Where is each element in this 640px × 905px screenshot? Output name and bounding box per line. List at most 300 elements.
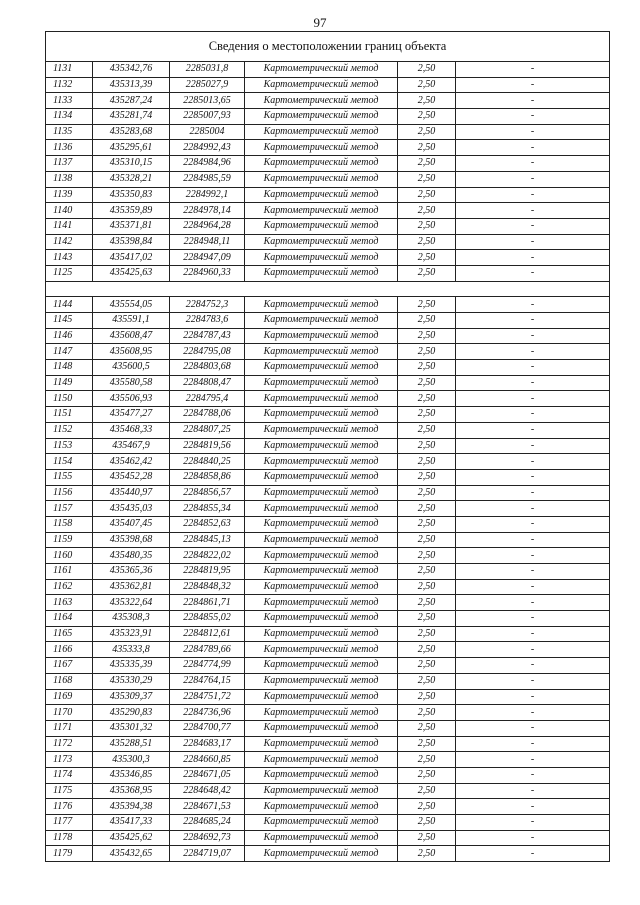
description-cell: - bbox=[456, 595, 610, 611]
point-number-cell: 1134 bbox=[46, 109, 93, 125]
y-coordinate-cell: 2284812,61 bbox=[170, 626, 245, 642]
point-number-cell: 1179 bbox=[46, 846, 93, 862]
point-number-cell: 1154 bbox=[46, 454, 93, 470]
description-cell: - bbox=[456, 124, 610, 140]
method-cell: Картометрический метод bbox=[245, 218, 398, 234]
method-cell: Картометрический метод bbox=[245, 720, 398, 736]
method-cell: Картометрический метод bbox=[245, 438, 398, 454]
x-coordinate-cell: 435608,47 bbox=[93, 328, 170, 344]
point-number-cell: 1155 bbox=[46, 469, 93, 485]
table-row bbox=[46, 689, 610, 705]
method-cell: Картометрический метод bbox=[245, 642, 398, 658]
point-number-cell: 1150 bbox=[46, 391, 93, 407]
accuracy-cell: 2,50 bbox=[398, 501, 456, 517]
table-row bbox=[46, 815, 610, 831]
method-cell: Картометрический метод bbox=[245, 752, 398, 768]
y-coordinate-cell: 2284764,15 bbox=[170, 673, 245, 689]
table-row bbox=[46, 360, 610, 376]
x-coordinate-cell: 435432,65 bbox=[93, 846, 170, 862]
y-coordinate-cell: 2284960,33 bbox=[170, 265, 245, 281]
accuracy-cell: 2,50 bbox=[398, 830, 456, 846]
table-row bbox=[46, 265, 610, 281]
accuracy-cell: 2,50 bbox=[398, 579, 456, 595]
accuracy-cell: 2,50 bbox=[398, 344, 456, 360]
x-coordinate-cell: 435300,3 bbox=[93, 752, 170, 768]
x-coordinate-cell: 435310,15 bbox=[93, 156, 170, 172]
x-coordinate-cell: 435308,3 bbox=[93, 611, 170, 627]
method-cell: Картометрический метод bbox=[245, 705, 398, 721]
description-cell: - bbox=[456, 297, 610, 313]
table-row bbox=[46, 626, 610, 642]
y-coordinate-cell: 2284751,72 bbox=[170, 689, 245, 705]
accuracy-cell: 2,50 bbox=[398, 77, 456, 93]
x-coordinate-cell: 435365,36 bbox=[93, 564, 170, 580]
accuracy-cell: 2,50 bbox=[398, 171, 456, 187]
accuracy-cell: 2,50 bbox=[398, 422, 456, 438]
y-coordinate-cell: 2285004 bbox=[170, 124, 245, 140]
method-cell: Картометрический метод bbox=[245, 516, 398, 532]
method-cell: Картометрический метод bbox=[245, 328, 398, 344]
x-coordinate-cell: 435295,61 bbox=[93, 140, 170, 156]
point-number-cell: 1148 bbox=[46, 360, 93, 376]
table-row bbox=[46, 187, 610, 203]
point-number-cell: 1178 bbox=[46, 830, 93, 846]
accuracy-cell: 2,50 bbox=[398, 313, 456, 329]
description-cell: - bbox=[456, 313, 610, 329]
point-number-cell: 1149 bbox=[46, 375, 93, 391]
description-cell: - bbox=[456, 752, 610, 768]
x-coordinate-cell: 435506,93 bbox=[93, 391, 170, 407]
point-number-cell: 1165 bbox=[46, 626, 93, 642]
point-number-cell: 1139 bbox=[46, 187, 93, 203]
accuracy-cell: 2,50 bbox=[398, 469, 456, 485]
method-cell: Картометрический метод bbox=[245, 187, 398, 203]
x-coordinate-cell: 435467,9 bbox=[93, 438, 170, 454]
method-cell: Картометрический метод bbox=[245, 689, 398, 705]
y-coordinate-cell: 2284856,57 bbox=[170, 485, 245, 501]
description-cell: - bbox=[456, 93, 610, 109]
boundary-table-container bbox=[45, 31, 609, 862]
table-row bbox=[46, 391, 610, 407]
accuracy-cell: 2,50 bbox=[398, 218, 456, 234]
method-cell: Картометрический метод bbox=[245, 250, 398, 266]
description-cell: - bbox=[456, 516, 610, 532]
group-separator-row bbox=[46, 281, 610, 297]
x-coordinate-cell: 435417,02 bbox=[93, 250, 170, 266]
accuracy-cell: 2,50 bbox=[398, 720, 456, 736]
table-title: Сведения о местоположении границ объекта bbox=[46, 32, 610, 62]
method-cell: Картометрический метод bbox=[245, 171, 398, 187]
x-coordinate-cell: 435328,21 bbox=[93, 171, 170, 187]
accuracy-cell: 2,50 bbox=[398, 140, 456, 156]
table-row bbox=[46, 344, 610, 360]
x-coordinate-cell: 435394,38 bbox=[93, 799, 170, 815]
x-coordinate-cell: 435468,33 bbox=[93, 422, 170, 438]
point-number-cell: 1152 bbox=[46, 422, 93, 438]
point-number-cell: 1173 bbox=[46, 752, 93, 768]
y-coordinate-cell: 2284752,3 bbox=[170, 297, 245, 313]
x-coordinate-cell: 435398,84 bbox=[93, 234, 170, 250]
page-number: 97 bbox=[313, 15, 327, 30]
table-row bbox=[46, 532, 610, 548]
table-row bbox=[46, 218, 610, 234]
point-number-cell: 1169 bbox=[46, 689, 93, 705]
accuracy-cell: 2,50 bbox=[398, 328, 456, 344]
point-number-cell: 1156 bbox=[46, 485, 93, 501]
x-coordinate-cell: 435301,32 bbox=[93, 720, 170, 736]
method-cell: Картометрический метод bbox=[245, 469, 398, 485]
x-coordinate-cell: 435346,85 bbox=[93, 767, 170, 783]
accuracy-cell: 2,50 bbox=[398, 783, 456, 799]
x-coordinate-cell: 435287,24 bbox=[93, 93, 170, 109]
x-coordinate-cell: 435313,39 bbox=[93, 77, 170, 93]
point-number-cell: 1168 bbox=[46, 673, 93, 689]
point-number-cell: 1176 bbox=[46, 799, 93, 815]
y-coordinate-cell: 2284964,28 bbox=[170, 218, 245, 234]
description-cell: - bbox=[456, 140, 610, 156]
table-row bbox=[46, 407, 610, 423]
boundary-coordinates-table bbox=[45, 31, 610, 862]
description-cell: - bbox=[456, 501, 610, 517]
y-coordinate-cell: 2284783,6 bbox=[170, 313, 245, 329]
y-coordinate-cell: 2285027,9 bbox=[170, 77, 245, 93]
description-cell: - bbox=[456, 454, 610, 470]
point-number-cell: 1138 bbox=[46, 171, 93, 187]
accuracy-cell: 2,50 bbox=[398, 124, 456, 140]
description-cell: - bbox=[456, 250, 610, 266]
table-row bbox=[46, 516, 610, 532]
description-cell: - bbox=[456, 689, 610, 705]
point-number-cell: 1142 bbox=[46, 234, 93, 250]
x-coordinate-cell: 435281,74 bbox=[93, 109, 170, 125]
x-coordinate-cell: 435452,28 bbox=[93, 469, 170, 485]
accuracy-cell: 2,50 bbox=[398, 297, 456, 313]
table-row bbox=[46, 548, 610, 564]
description-cell: - bbox=[456, 579, 610, 595]
x-coordinate-cell: 435480,35 bbox=[93, 548, 170, 564]
description-cell: - bbox=[456, 611, 610, 627]
method-cell: Картометрический метод bbox=[245, 375, 398, 391]
x-coordinate-cell: 435335,39 bbox=[93, 658, 170, 674]
y-coordinate-cell: 2284858,86 bbox=[170, 469, 245, 485]
description-cell: - bbox=[456, 344, 610, 360]
y-coordinate-cell: 2284789,66 bbox=[170, 642, 245, 658]
point-number-cell: 1131 bbox=[46, 62, 93, 78]
y-coordinate-cell: 2284671,05 bbox=[170, 767, 245, 783]
table-row bbox=[46, 752, 610, 768]
x-coordinate-cell: 435342,76 bbox=[93, 62, 170, 78]
description-cell: - bbox=[456, 156, 610, 172]
description-cell: - bbox=[456, 767, 610, 783]
x-coordinate-cell: 435330,29 bbox=[93, 673, 170, 689]
accuracy-cell: 2,50 bbox=[398, 815, 456, 831]
table-row bbox=[46, 783, 610, 799]
point-number-cell: 1146 bbox=[46, 328, 93, 344]
x-coordinate-cell: 435425,63 bbox=[93, 265, 170, 281]
y-coordinate-cell: 2284787,43 bbox=[170, 328, 245, 344]
point-number-cell: 1135 bbox=[46, 124, 93, 140]
x-coordinate-cell: 435322,64 bbox=[93, 595, 170, 611]
x-coordinate-cell: 435600,5 bbox=[93, 360, 170, 376]
method-cell: Картометрический метод bbox=[245, 579, 398, 595]
y-coordinate-cell: 2284671,53 bbox=[170, 799, 245, 815]
point-number-cell: 1144 bbox=[46, 297, 93, 313]
method-cell: Картометрический метод bbox=[245, 846, 398, 862]
method-cell: Картометрический метод bbox=[245, 77, 398, 93]
description-cell: - bbox=[456, 407, 610, 423]
point-number-cell: 1133 bbox=[46, 93, 93, 109]
accuracy-cell: 2,50 bbox=[398, 736, 456, 752]
point-number-cell: 1153 bbox=[46, 438, 93, 454]
table-row bbox=[46, 501, 610, 517]
accuracy-cell: 2,50 bbox=[398, 799, 456, 815]
description-cell: - bbox=[456, 736, 610, 752]
method-cell: Картометрический метод bbox=[245, 407, 398, 423]
table-row bbox=[46, 234, 610, 250]
x-coordinate-cell: 435591,1 bbox=[93, 313, 170, 329]
x-coordinate-cell: 435371,81 bbox=[93, 218, 170, 234]
y-coordinate-cell: 2285007,93 bbox=[170, 109, 245, 125]
y-coordinate-cell: 2284788,06 bbox=[170, 407, 245, 423]
accuracy-cell: 2,50 bbox=[398, 156, 456, 172]
y-coordinate-cell: 2284774,99 bbox=[170, 658, 245, 674]
accuracy-cell: 2,50 bbox=[398, 689, 456, 705]
point-number-cell: 1137 bbox=[46, 156, 93, 172]
table-row bbox=[46, 124, 610, 140]
x-coordinate-cell: 435440,97 bbox=[93, 485, 170, 501]
point-number-cell: 1143 bbox=[46, 250, 93, 266]
y-coordinate-cell: 2285031,8 bbox=[170, 62, 245, 78]
point-number-cell: 1125 bbox=[46, 265, 93, 281]
description-cell: - bbox=[456, 564, 610, 580]
x-coordinate-cell: 435359,89 bbox=[93, 203, 170, 219]
y-coordinate-cell: 2285013,65 bbox=[170, 93, 245, 109]
method-cell: Картометрический метод bbox=[245, 815, 398, 831]
table-row bbox=[46, 203, 610, 219]
description-cell: - bbox=[456, 830, 610, 846]
table-row bbox=[46, 736, 610, 752]
method-cell: Картометрический метод bbox=[245, 548, 398, 564]
x-coordinate-cell: 435608,95 bbox=[93, 344, 170, 360]
description-cell: - bbox=[456, 642, 610, 658]
point-number-cell: 1170 bbox=[46, 705, 93, 721]
table-row bbox=[46, 375, 610, 391]
method-cell: Картометрический метод bbox=[245, 454, 398, 470]
accuracy-cell: 2,50 bbox=[398, 564, 456, 580]
description-cell: - bbox=[456, 109, 610, 125]
table-row bbox=[46, 328, 610, 344]
method-cell: Картометрический метод bbox=[245, 532, 398, 548]
description-cell: - bbox=[456, 673, 610, 689]
accuracy-cell: 2,50 bbox=[398, 532, 456, 548]
accuracy-cell: 2,50 bbox=[398, 250, 456, 266]
y-coordinate-cell: 2284845,13 bbox=[170, 532, 245, 548]
point-number-cell: 1164 bbox=[46, 611, 93, 627]
table-row bbox=[46, 140, 610, 156]
method-cell: Картометрический метод bbox=[245, 62, 398, 78]
method-cell: Картометрический метод bbox=[245, 736, 398, 752]
y-coordinate-cell: 2284992,1 bbox=[170, 187, 245, 203]
point-number-cell: 1145 bbox=[46, 313, 93, 329]
method-cell: Картометрический метод bbox=[245, 234, 398, 250]
x-coordinate-cell: 435398,68 bbox=[93, 532, 170, 548]
accuracy-cell: 2,50 bbox=[398, 454, 456, 470]
method-cell: Картометрический метод bbox=[245, 344, 398, 360]
method-cell: Картометрический метод bbox=[245, 422, 398, 438]
y-coordinate-cell: 2284984,96 bbox=[170, 156, 245, 172]
x-coordinate-cell: 435288,51 bbox=[93, 736, 170, 752]
description-cell: - bbox=[456, 705, 610, 721]
table-row bbox=[46, 313, 610, 329]
point-number-cell: 1140 bbox=[46, 203, 93, 219]
y-coordinate-cell: 2284736,96 bbox=[170, 705, 245, 721]
accuracy-cell: 2,50 bbox=[398, 265, 456, 281]
y-coordinate-cell: 2284819,95 bbox=[170, 564, 245, 580]
description-cell: - bbox=[456, 360, 610, 376]
table-row bbox=[46, 62, 610, 78]
accuracy-cell: 2,50 bbox=[398, 548, 456, 564]
table-row bbox=[46, 77, 610, 93]
point-number-cell: 1158 bbox=[46, 516, 93, 532]
y-coordinate-cell: 2284855,02 bbox=[170, 611, 245, 627]
point-number-cell: 1132 bbox=[46, 77, 93, 93]
accuracy-cell: 2,50 bbox=[398, 93, 456, 109]
accuracy-cell: 2,50 bbox=[398, 109, 456, 125]
table-row bbox=[46, 93, 610, 109]
accuracy-cell: 2,50 bbox=[398, 705, 456, 721]
point-number-cell: 1159 bbox=[46, 532, 93, 548]
method-cell: Картометрический метод bbox=[245, 265, 398, 281]
description-cell: - bbox=[456, 799, 610, 815]
description-cell: - bbox=[456, 815, 610, 831]
accuracy-cell: 2,50 bbox=[398, 516, 456, 532]
table-row bbox=[46, 109, 610, 125]
x-coordinate-cell: 435425,62 bbox=[93, 830, 170, 846]
y-coordinate-cell: 2284992,43 bbox=[170, 140, 245, 156]
method-cell: Картометрический метод bbox=[245, 140, 398, 156]
table-row bbox=[46, 658, 610, 674]
method-cell: Картометрический метод bbox=[245, 673, 398, 689]
y-coordinate-cell: 2284685,24 bbox=[170, 815, 245, 831]
description-cell: - bbox=[456, 469, 610, 485]
point-number-cell: 1171 bbox=[46, 720, 93, 736]
accuracy-cell: 2,50 bbox=[398, 360, 456, 376]
x-coordinate-cell: 435407,45 bbox=[93, 516, 170, 532]
accuracy-cell: 2,50 bbox=[398, 62, 456, 78]
table-row bbox=[46, 767, 610, 783]
method-cell: Картометрический метод bbox=[245, 783, 398, 799]
accuracy-cell: 2,50 bbox=[398, 626, 456, 642]
x-coordinate-cell: 435554,05 bbox=[93, 297, 170, 313]
table-row bbox=[46, 250, 610, 266]
method-cell: Картометрический метод bbox=[245, 93, 398, 109]
method-cell: Картометрический метод bbox=[245, 360, 398, 376]
point-number-cell: 1163 bbox=[46, 595, 93, 611]
y-coordinate-cell: 2284822,02 bbox=[170, 548, 245, 564]
method-cell: Картометрический метод bbox=[245, 799, 398, 815]
accuracy-cell: 2,50 bbox=[398, 658, 456, 674]
y-coordinate-cell: 2284660,85 bbox=[170, 752, 245, 768]
x-coordinate-cell: 435283,68 bbox=[93, 124, 170, 140]
accuracy-cell: 2,50 bbox=[398, 375, 456, 391]
y-coordinate-cell: 2284795,4 bbox=[170, 391, 245, 407]
point-number-cell: 1174 bbox=[46, 767, 93, 783]
method-cell: Картометрический метод bbox=[245, 626, 398, 642]
point-number-cell: 1161 bbox=[46, 564, 93, 580]
y-coordinate-cell: 2284795,08 bbox=[170, 344, 245, 360]
point-number-cell: 1177 bbox=[46, 815, 93, 831]
accuracy-cell: 2,50 bbox=[398, 846, 456, 862]
point-number-cell: 1141 bbox=[46, 218, 93, 234]
method-cell: Картометрический метод bbox=[245, 109, 398, 125]
x-coordinate-cell: 435290,83 bbox=[93, 705, 170, 721]
method-cell: Картометрический метод bbox=[245, 830, 398, 846]
point-number-cell: 1162 bbox=[46, 579, 93, 595]
y-coordinate-cell: 2284855,34 bbox=[170, 501, 245, 517]
x-coordinate-cell: 435477,27 bbox=[93, 407, 170, 423]
description-cell: - bbox=[456, 626, 610, 642]
y-coordinate-cell: 2284948,11 bbox=[170, 234, 245, 250]
method-cell: Картометрический метод bbox=[245, 564, 398, 580]
description-cell: - bbox=[456, 234, 610, 250]
accuracy-cell: 2,50 bbox=[398, 752, 456, 768]
accuracy-cell: 2,50 bbox=[398, 203, 456, 219]
method-cell: Картометрический метод bbox=[245, 767, 398, 783]
point-number-cell: 1175 bbox=[46, 783, 93, 799]
y-coordinate-cell: 2284848,32 bbox=[170, 579, 245, 595]
accuracy-cell: 2,50 bbox=[398, 485, 456, 501]
table-row bbox=[46, 846, 610, 862]
table-title-row bbox=[46, 32, 610, 62]
y-coordinate-cell: 2284648,42 bbox=[170, 783, 245, 799]
description-cell: - bbox=[456, 375, 610, 391]
table-row bbox=[46, 171, 610, 187]
table-row bbox=[46, 705, 610, 721]
accuracy-cell: 2,50 bbox=[398, 673, 456, 689]
accuracy-cell: 2,50 bbox=[398, 407, 456, 423]
method-cell: Картометрический метод bbox=[245, 501, 398, 517]
table-row bbox=[46, 830, 610, 846]
description-cell: - bbox=[456, 532, 610, 548]
description-cell: - bbox=[456, 187, 610, 203]
method-cell: Картометрический метод bbox=[245, 124, 398, 140]
description-cell: - bbox=[456, 422, 610, 438]
description-cell: - bbox=[456, 62, 610, 78]
accuracy-cell: 2,50 bbox=[398, 611, 456, 627]
table-row bbox=[46, 642, 610, 658]
x-coordinate-cell: 435362,81 bbox=[93, 579, 170, 595]
point-number-cell: 1166 bbox=[46, 642, 93, 658]
table-row bbox=[46, 579, 610, 595]
y-coordinate-cell: 2284985,59 bbox=[170, 171, 245, 187]
point-number-cell: 1151 bbox=[46, 407, 93, 423]
accuracy-cell: 2,50 bbox=[398, 438, 456, 454]
description-cell: - bbox=[456, 438, 610, 454]
y-coordinate-cell: 2284692,73 bbox=[170, 830, 245, 846]
y-coordinate-cell: 2284861,71 bbox=[170, 595, 245, 611]
table-row bbox=[46, 564, 610, 580]
method-cell: Картометрический метод bbox=[245, 485, 398, 501]
method-cell: Картометрический метод bbox=[245, 595, 398, 611]
description-cell: - bbox=[456, 265, 610, 281]
x-coordinate-cell: 435333,8 bbox=[93, 642, 170, 658]
description-cell: - bbox=[456, 77, 610, 93]
point-number-cell: 1147 bbox=[46, 344, 93, 360]
method-cell: Картометрический метод bbox=[245, 611, 398, 627]
group-separator-cell bbox=[46, 281, 610, 297]
x-coordinate-cell: 435323,91 bbox=[93, 626, 170, 642]
description-cell: - bbox=[456, 658, 610, 674]
